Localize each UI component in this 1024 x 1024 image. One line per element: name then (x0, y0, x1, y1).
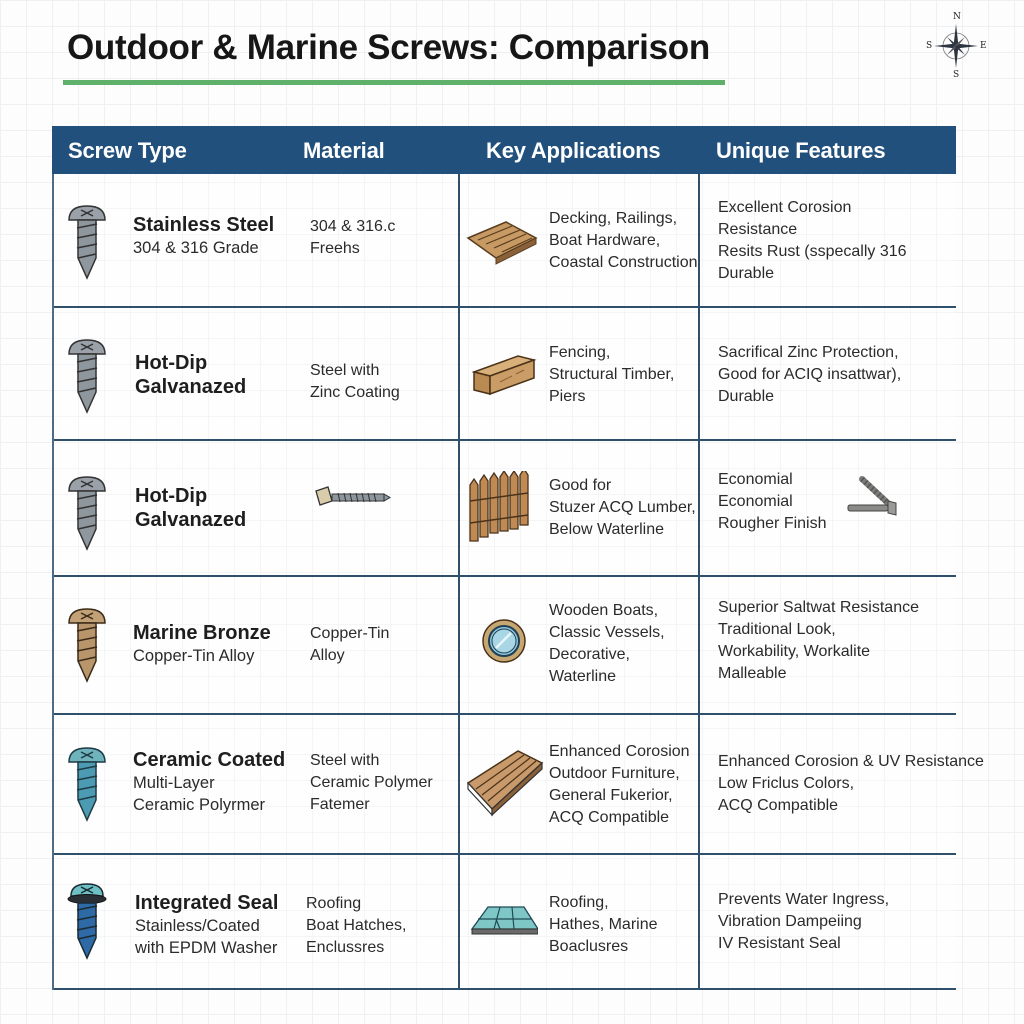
features-cell: Sacrifical Zinc Protection, Good for ACIQ insattwar), Durable (718, 344, 902, 405)
screw-subtitle: Multi-Layer (133, 774, 215, 792)
column-header-screw-type: Screw Type (68, 138, 187, 163)
column-header-material: Material (303, 138, 385, 163)
stainless-screw-icon (66, 202, 108, 282)
table-header (52, 126, 956, 174)
screw-name: Ceramic Coated (133, 749, 286, 771)
features-cell: Prevents Water Ingress, Vibration Dampeiing IV Resistant Seal (718, 891, 890, 952)
bronze-screw-icon (66, 605, 108, 685)
ceramic-screw-icon (66, 743, 108, 825)
picket-fence-icon (468, 471, 534, 543)
compass-north-label: N (953, 12, 961, 22)
material-cell: Copper-Tin Alloy (310, 625, 390, 664)
table-row (52, 577, 956, 715)
porthole-icon (480, 617, 528, 665)
features-cell: Economial Economial Rougher Finish (718, 471, 827, 532)
table-row (52, 174, 956, 308)
title-underline (63, 80, 725, 85)
material-cell: Steel with Zinc Coating (310, 362, 400, 401)
screw-name: Hot-Dip (135, 352, 208, 374)
compass-west-label: S (926, 41, 933, 51)
applications-cell: Roofing, Hathes, Marine Boaclusres (549, 894, 658, 955)
screw-name: Marine Bronze (133, 622, 271, 644)
screw-name: Stainless Steel (133, 214, 275, 236)
material-cell: 304 & 316.c Freehs (310, 218, 396, 257)
screw-subtitle: 304 & 316 Grade (133, 239, 259, 257)
sealed-screw-icon (66, 881, 108, 963)
galvanized-screw-icon (66, 336, 108, 416)
column-header-unique-features: Unique Features (716, 138, 886, 163)
screw-name: Integrated Seal (135, 892, 279, 914)
table-row: Hot-Dip Galvanazed Good for Stuzer ACQ Lumber, Below Waterline Economial Economial Rougher Finish (52, 441, 956, 577)
table-row: Hot-Dip Galvanazed Steel with Zinc Coating Fencing, Structural Timber, Piers Sacrifical Zinc Protection, Good for ACIQ insattwar), Durable (52, 308, 956, 441)
screw-subtitle: Copper-Tin Alloy (133, 647, 255, 665)
compass-rose-icon (926, 10, 986, 80)
column-header-key-applications: Key Applications (486, 138, 661, 163)
composite-board-icon (466, 749, 544, 819)
compass-south-label: S (953, 70, 960, 80)
material-cell: Steel with Ceramic Polymer Fatemer (310, 752, 433, 813)
features-cell: Superior Saltwat Resistance Traditional Look, Workability, Workalite Malleable (718, 599, 919, 682)
table-row: Integrated Seal Stainless/Coated with EPDM Washer Roofing Boat Hatches, Enclussres Roofing, Hathes, Marine Boaclusres Prevents Water Ingress, Vibration Dampeiing IV Resistant Seal (52, 855, 956, 990)
galvanized-screw-icon (66, 473, 108, 553)
screw-subtitle: Stainless/Coated (135, 917, 260, 935)
timber-beam-icon (472, 352, 538, 398)
lag-screw-icon (312, 485, 392, 511)
applications-cell: Enhanced Corosion Outdoor Furniture, General Fukerior, ACQ Compatible (549, 743, 690, 826)
table-row: Ceramic Coated Multi-Layer Ceramic Polyrmer Steel with Ceramic Polymer Fatemer Enhanced Corosion Outdoor Furniture, General Fukerior, ACQ Compatible Enhanced Corosion & UV Resistance Low Friclus Colors, ACQ Compatible (52, 715, 956, 855)
features-cell: Enhanced Corosion & UV Resistance Low Friclus Colors, ACQ Compatible (718, 753, 984, 814)
material-cell: Roofing Boat Hatches, Enclussres (306, 895, 407, 956)
page-title: Outdoor & Marine Screws: Comparison (67, 28, 710, 67)
applications-cell: Good for Stuzer ACQ Lumber, Below Waterline (549, 477, 696, 538)
angled-screws-icon (844, 475, 900, 521)
comparison-table (52, 126, 984, 990)
applications-cell: Fencing, Structural Timber, Piers (549, 344, 675, 405)
applications-cell: Decking, Railings, Boat Hardware, Coastal Construction (549, 210, 698, 271)
applications-cell: Wooden Boats, Classic Vessels, Decorative, Waterline (549, 602, 665, 685)
roof-panel-icon (470, 905, 538, 939)
deck-board-icon (466, 218, 538, 266)
features-cell: Excellent Corosion Resistance Resits Rust (sspecally 316 Durable (718, 199, 907, 282)
compass-east-label: E (980, 41, 987, 51)
screw-name: Hot-Dip (135, 485, 208, 507)
